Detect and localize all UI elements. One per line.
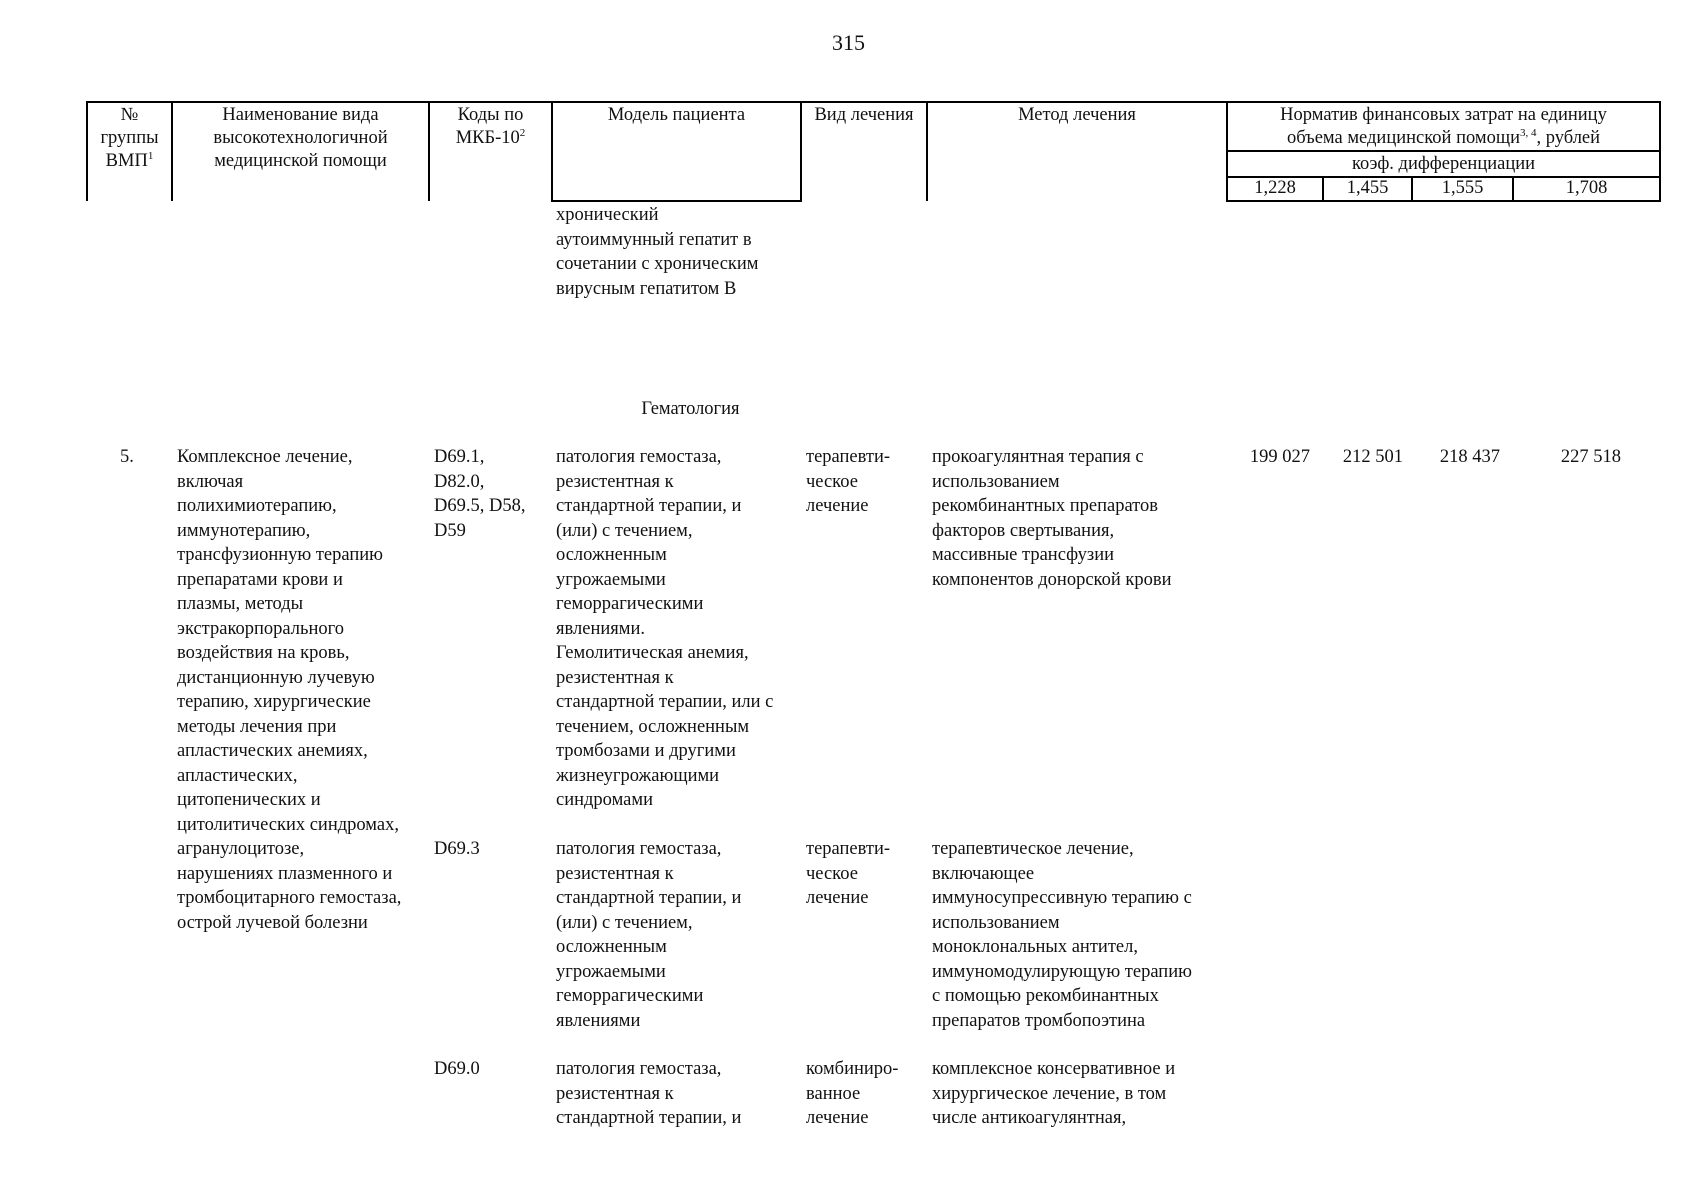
row-treatment-type: комбиниро- ванное лечение	[806, 1059, 899, 1128]
header-patient-model: Модель пациента	[607, 105, 746, 125]
header-treatment-type: Вид лечения	[814, 105, 914, 125]
header-group-number	[88, 104, 171, 173]
row-patient-model: патология гемостаза, резистентная к стандартной терапии, и (или) с течением, осложненным угрожаемыми геморрагическими явлениями	[556, 839, 742, 1031]
header-cost-norm	[1228, 104, 1659, 150]
header-cost-norm-line2	[1228, 127, 1659, 150]
header-cost-norm-sup: 3, 4	[1519, 126, 1537, 139]
row-patient-model: патология гемостаза, резистентная к стандартной терапии, и (или) с течением, осложненным угрожаемыми геморрагическими явлениями. Гемолитическая анемия, резистентная к стандартной терапии, или с течением, осложненным тромбозами и другими жизнеугрожающими синдромами	[556, 447, 774, 810]
continuation-patient-model: хронический аутоиммунный гепатит в сочетании с хроническим вирусным гепатитом B	[556, 205, 759, 299]
page-number: 315	[832, 30, 865, 55]
norm-subheader-line	[1226, 150, 1661, 152]
header-coef-2: 1,455	[1346, 178, 1389, 198]
header-group-number-text: № группы ВМП	[100, 105, 159, 171]
row-treatment-method: терапевтическое лечение, включающее иммуносупрессивную терапию с использованием моноклональных антител, иммуномодулирующую терапию с помощью рекомбинантных препаратов тромбопоэтина	[932, 839, 1192, 1031]
header-cost-norm-line1: Норматив финансовых затрат на единицу	[1280, 105, 1607, 125]
row-icd-codes: D69.1, D82.0, D69.5, D58, D59	[434, 447, 526, 541]
cost-coef-2: 212 501	[1342, 447, 1403, 467]
header-care-type-name: Наименование вида высокотехнологичной медицинской помощи	[213, 105, 388, 171]
header-cost-norm-line2-text: объема медицинской помощи	[1286, 128, 1520, 148]
header-cost-norm-line2-tail: , рублей	[1536, 128, 1601, 148]
header-icd-codes-text: Коды по МКБ-10	[455, 105, 524, 148]
norm-bottom-border	[1226, 200, 1661, 202]
row-icd-codes: D69.0	[434, 1059, 480, 1079]
header-icd-codes-sup: 2	[519, 126, 526, 139]
header-coef-1: 1,228	[1254, 178, 1296, 198]
cost-coef-1: 199 027	[1249, 447, 1310, 467]
group-number: 5.	[120, 447, 134, 467]
header-coef-label: коэф. дифференциации	[1351, 154, 1536, 174]
cost-coef-3: 218 437	[1439, 447, 1500, 467]
group-care-type-name: Комплексное лечение, включая полихимиотерапию, иммунотерапию, трансфузионную терапию препаратами крови и плазмы, методы экстракорпорального воздействия на кровь, дистанционную лучевую терапию, хирургические методы лечения при апластических анемиях, апластических, цитопенических и цитолитических синдромах, агранулоцитозе, нарушениях плазменного и тромбоцитарного гемостаза, острой лучевой болезни	[177, 447, 402, 933]
row-treatment-method: прокоагулянтная терапия с использованием рекомбинантных препаратов факторов свертывания, массивные трансфузии компонентов донорской крови	[932, 447, 1172, 590]
row-patient-model: патология гемостаза, резистентная к стандартной терапии, и	[556, 1059, 742, 1128]
header-group-number-sup: 1	[147, 149, 154, 162]
model-header-bottom-border	[551, 200, 802, 202]
row-treatment-method: комплексное консервативное и хирургическое лечение, в том числе антикоагулянтная,	[932, 1059, 1176, 1128]
row-icd-codes: D69.3	[434, 839, 480, 859]
header-icd-codes	[430, 104, 551, 150]
header-top-border	[86, 101, 1661, 103]
cost-coef-4: 227 518	[1560, 447, 1621, 467]
header-treatment-method: Метод лечения	[1018, 105, 1136, 125]
header-coef-3: 1,555	[1441, 178, 1484, 198]
header-coef-4: 1,708	[1565, 178, 1608, 198]
row-treatment-type: терапевти- ческое лечение	[806, 839, 891, 908]
section-title: Гематология	[641, 399, 740, 419]
row-treatment-type: терапевти- ческое лечение	[806, 447, 891, 516]
